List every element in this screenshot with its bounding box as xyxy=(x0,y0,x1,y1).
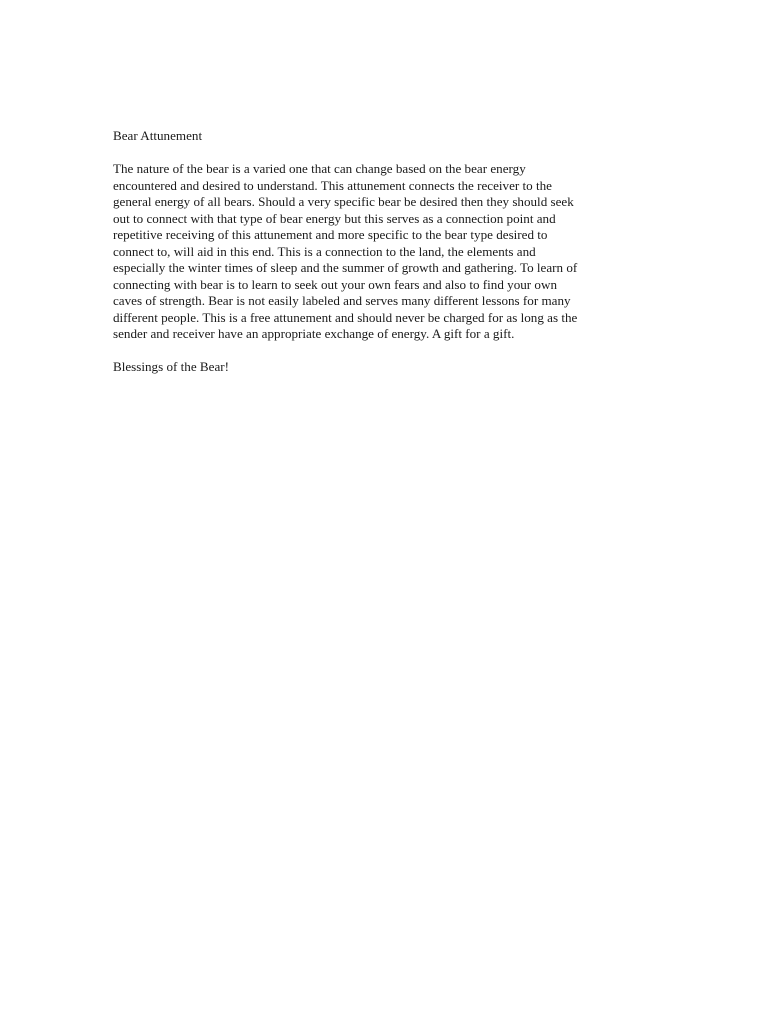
body-line: encountered and desired to understand. This attunement connects the receiver to the xyxy=(113,177,552,193)
document-content xyxy=(113,128,658,376)
body-line: The nature of the bear is a varied one that can change based on the bear energy xyxy=(113,161,526,176)
body-line: especially the winter times of sleep and the summer of growth and gathering. To learn of xyxy=(113,260,578,275)
body-line: connecting with bear is to learn to seek out your own fears and also to find your own xyxy=(113,276,557,292)
body-paragraph xyxy=(113,161,658,343)
body-line: general energy of all bears. Should a very specific bear be desired then they should seek xyxy=(113,194,574,209)
body-line: out to connect with that type of bear energy but this serves as a connection point and xyxy=(113,210,556,226)
document-title: Bear Attunement xyxy=(113,128,203,143)
body-line: connect to, will aid in this end. This is a connection to the land, the elements and xyxy=(113,243,536,259)
body-line: sender and receiver have an appropriate exchange of energy. A gift for a gift. xyxy=(113,326,515,341)
body-line: different people. This is a free attunement and should never be charged for as long as the xyxy=(113,309,578,325)
closing-line: Blessings of the Bear! xyxy=(113,359,230,374)
body-line: repetitive receiving of this attunement and more specific to the bear type desired to xyxy=(113,227,548,242)
body-line: caves of strength. Bear is not easily labeled and serves many different lessons for many xyxy=(113,293,571,308)
